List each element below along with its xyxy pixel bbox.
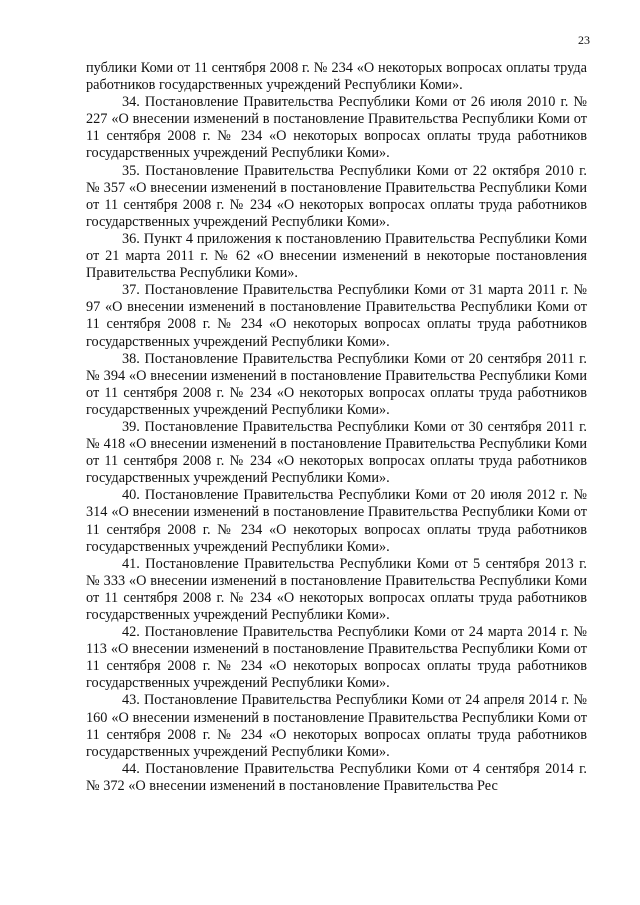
- paragraph-text: 35. Постановление Правительства Республики Коми от 22 октября 2010 г. № 357 «О внесении изменений в постановление Правительства Республики Коми от 11 сентября 2008 г. № 234 «О некоторых вопросах оплаты труда работников государственных учреждений Республики Коми».: [86, 162, 587, 230]
- paragraph-8: [86, 487, 587, 555]
- paragraph-text: публики Коми от 11 сентября 2008 г. № 234 «О некоторых вопросах оплаты труда работников государственных учреждений Республики Коми».: [86, 60, 587, 94]
- paragraph-3: [86, 163, 587, 231]
- paragraph-text: 44. Постановление Правительства Республики Коми от 4 сентября 2014 г. № 372 «О внесении изменений в постановление Правительства Рес: [86, 760, 587, 794]
- paragraph-text: 42. Постановление Правительства Республики Коми от 24 марта 2014 г. № 113 «О внесении изменений в постановление Правительства Республики Коми от 11 сентября 2008 г. № 234 «О некоторых вопросах оплаты труда работников государственных учреждений Республики Коми».: [86, 624, 587, 692]
- page-number: 23: [578, 33, 590, 47]
- paragraph-5: [86, 282, 587, 350]
- paragraph-2: [86, 94, 587, 162]
- paragraph-text: 37. Постановление Правительства Республики Коми от 31 марта 2011 г. № 97 «О внесении изменений в постановление Правительства Республики Коми от 11 сентября 2008 г. № 234 «О некоторых вопросах оплаты труда работников государственных учреждений Республики Коми».: [86, 282, 587, 350]
- paragraph-text: 43. Постановление Правительства Республики Коми от 24 апреля 2014 г. № 160 «О внесении изменений в постановление Правительства Республики Коми от 11 сентября 2008 г. № 234 «О некоторых вопросах оплаты труда работников государственных учреждений Республики Коми».: [86, 692, 587, 760]
- paragraph-12: [86, 761, 587, 795]
- paragraph-text: 41. Постановление Правительства Республики Коми от 5 сентября 2013 г. № 333 «О внесении изменений в постановление Правительства Республики Коми от 11 сентября 2008 г. № 234 «О некоторых вопросах оплаты труда работников государственных учреждений Республики Коми».: [86, 555, 587, 623]
- paragraph-10: [86, 624, 587, 692]
- paragraph-4: [86, 231, 587, 282]
- paragraph-1: [86, 60, 587, 94]
- paragraph-9: [86, 556, 587, 624]
- document-body: [86, 60, 587, 795]
- paragraph-6: [86, 351, 587, 419]
- paragraph-text: 40. Постановление Правительства Республики Коми от 20 июля 2012 г. № 314 «О внесении изменений в постановление Правительства Республики Коми от 11 сентября 2008 г. № 234 «О некоторых вопросах оплаты труда работников государственных учреждений Республики Коми».: [86, 487, 587, 555]
- paragraph-text: 34. Постановление Правительства Республики Коми от 26 июля 2010 г. № 227 «О внесении изменений в постановление Правительства Республики Коми от 11 сентября 2008 г. № 234 «О некоторых вопросах оплаты труда работников государственных учреждений Республики Коми».: [86, 94, 587, 162]
- paragraph-7: [86, 419, 587, 487]
- paragraph-text: 38. Постановление Правительства Республики Коми от 20 сентября 2011 г. № 394 «О внесении изменений в постановление Правительства Республики Коми от 11 сентября 2008 г. № 234 «О некоторых вопросах оплаты труда работников государственных учреждений Республики Коми».: [86, 350, 587, 418]
- paragraph-11: [86, 692, 587, 760]
- paragraph-text: 36. Пункт 4 приложения к постановлению Правительства Республики Коми от 21 марта 2011 г. № 62 «О внесении изменений в некоторые постановления Правительства Республики Коми».: [86, 230, 587, 282]
- paragraph-text: 39. Постановление Правительства Республики Коми от 30 сентября 2011 г. № 418 «О внесении изменений в постановление Правительства Республики Коми от 11 сентября 2008 г. № 234 «О некоторых вопросах оплаты труда работников государственных учреждений Республики Коми».: [86, 418, 587, 487]
